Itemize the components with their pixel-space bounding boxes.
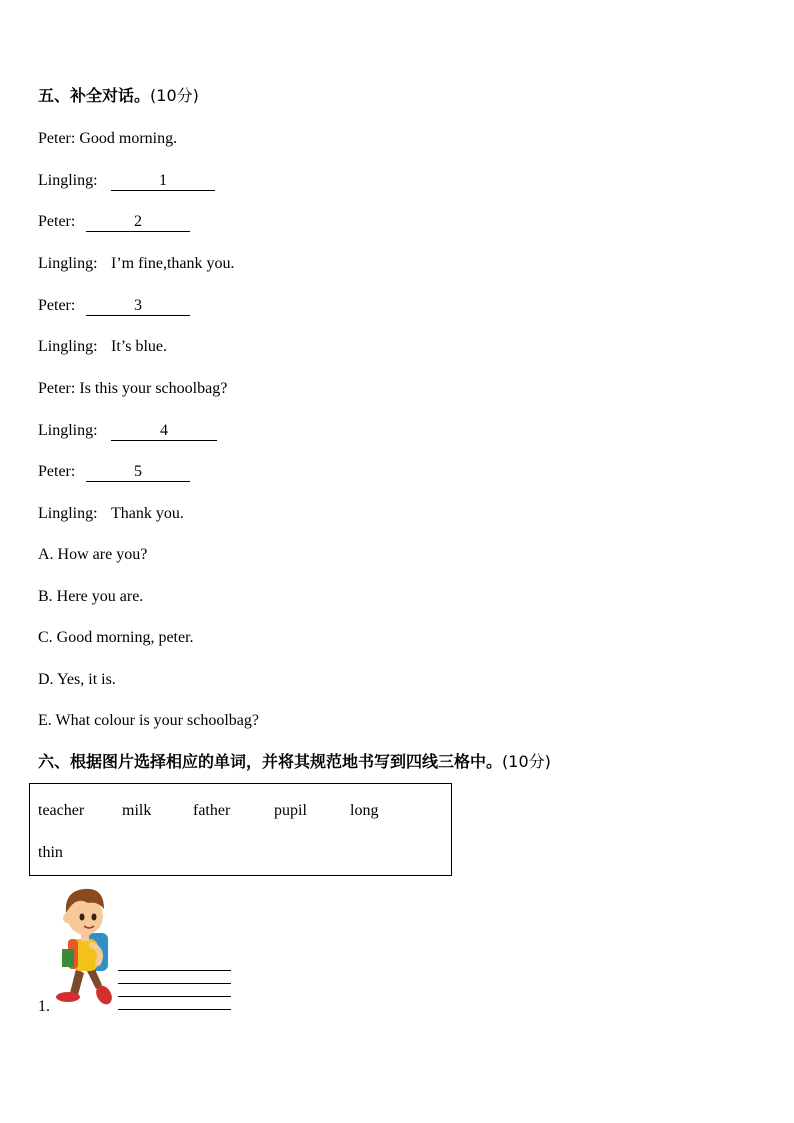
pupil-boy-illustration (52, 883, 120, 1013)
speaker: Peter: (38, 297, 76, 314)
word-long: long (350, 802, 379, 819)
answer-blank-5[interactable]: 5 (86, 463, 190, 482)
answer-blank-4[interactable]: 4 (111, 422, 217, 441)
option-c: C. Good morning, peter. (38, 629, 194, 646)
speaker: Lingling: (38, 255, 98, 272)
speaker: Peter: (38, 130, 76, 147)
dialog-line-3 (38, 212, 190, 232)
option-a: A. How are you? (38, 546, 148, 563)
speaker: Lingling: (38, 422, 98, 439)
dialog-line-10 (38, 504, 184, 524)
dialog-text: Thank you. (111, 505, 184, 522)
dialog-text: Is this your schoolbag? (79, 380, 228, 397)
speaker: Lingling: (38, 505, 98, 522)
option-d: D. Yes, it is. (38, 671, 116, 688)
word-father: father (193, 802, 231, 819)
speaker: Peter: (38, 463, 76, 480)
dialog-line-8 (38, 421, 217, 441)
dialog-line-7 (38, 379, 227, 399)
dialog-line-2 (38, 171, 215, 191)
four-line-writing-grid[interactable] (118, 970, 231, 1010)
word-thin: thin (38, 844, 63, 861)
speaker: Lingling: (38, 338, 98, 355)
dialog-line-1 (38, 129, 177, 149)
dialog-line-9 (38, 462, 190, 482)
dialog-line-4 (38, 254, 235, 274)
book (62, 949, 74, 967)
answer-blank-1[interactable]: 1 (111, 172, 215, 191)
dialog-line-6 (38, 337, 167, 357)
section6-title: 六、根据图片选择相应的单词，并将其规范地书写到四线三格中。 (38, 752, 503, 771)
speaker: Lingling: (38, 172, 98, 189)
dialog-text: It’s blue. (111, 338, 167, 355)
answer-blank-3[interactable]: 3 (86, 297, 190, 316)
section5-title: 五、补全对话。 (38, 86, 151, 105)
answer-blank-2[interactable]: 2 (86, 213, 190, 232)
dialog-text: I’m fine,thank you. (111, 255, 235, 272)
left-shoe (56, 992, 80, 1002)
left-leg (70, 969, 84, 995)
word-milk: milk (122, 802, 152, 819)
speaker: Peter: (38, 380, 76, 397)
section5-points: (10分) (150, 86, 199, 105)
section5-heading (38, 86, 199, 106)
section6-points: (10分) (502, 752, 551, 771)
word-bank (29, 783, 452, 876)
option-b: B. Here you are. (38, 588, 144, 605)
item-1-label: 1. (38, 998, 50, 1015)
option-e: E. What colour is your schoolbag? (38, 712, 259, 729)
word-teacher: teacher (38, 802, 85, 819)
speaker: Peter: (38, 213, 76, 230)
word-pupil: pupil (274, 802, 307, 819)
dialog-text: Good morning. (79, 130, 178, 147)
section6-heading (38, 752, 551, 772)
dialog-line-5 (38, 296, 190, 316)
